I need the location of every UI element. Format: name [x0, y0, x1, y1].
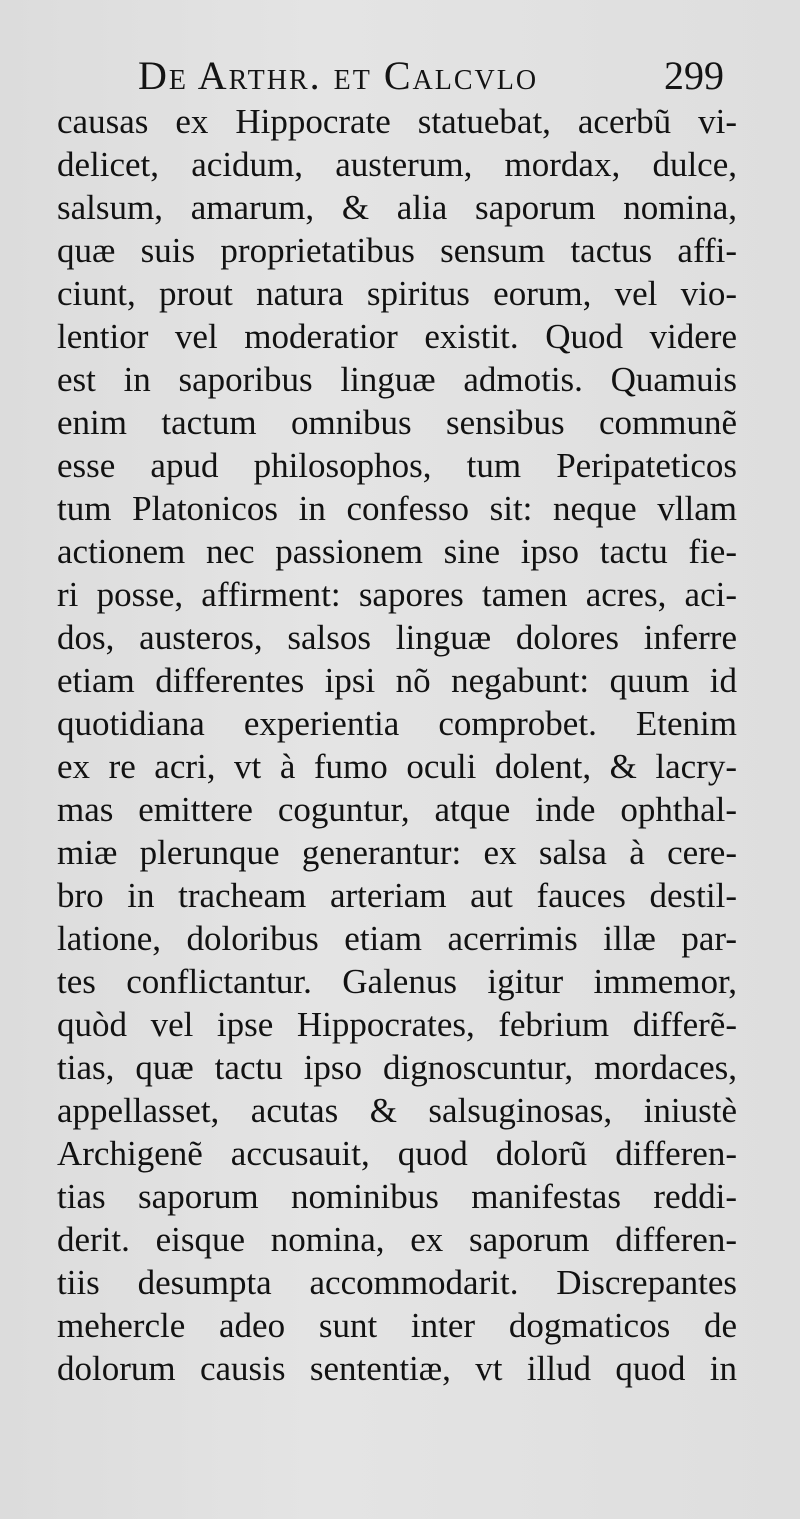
text-line: ri posse, affirment: sapores tamen acres, aci-	[57, 575, 737, 614]
text-line: causas ex Hippocrate statuebat, acerbũ vi-	[57, 102, 737, 141]
page-number: 299	[664, 53, 724, 98]
text-line: etiam differentes ipsi nõ negabunt: quum id	[57, 661, 737, 700]
text-line: esse apud philosophos, tum Peripateticos	[57, 446, 737, 485]
text-line: delicet, acidum, austerum, mordax, dulce,	[57, 145, 737, 184]
text-line: dolorum causis sententiæ, vt illud quod in	[57, 1349, 737, 1388]
text-line: miæ plerunque generantur: ex salsa à cere-	[57, 833, 737, 872]
text-line: mehercle adeo sunt inter dogmaticos de	[57, 1306, 737, 1345]
body-text	[57, 100, 737, 1390]
text-line: dos, austeros, salsos linguæ dolores inferre	[57, 618, 737, 657]
running-title: De Arthr. et Calcvlo	[138, 53, 539, 98]
text-line: Archigenẽ accusauit, quod dolorũ differen-	[57, 1134, 737, 1173]
text-line: appellasset, acutas & salsuginosas, iniustè	[57, 1091, 737, 1130]
text-line: bro in tracheam arteriam aut fauces destil-	[57, 876, 737, 915]
text-line: tum Platonicos in confesso sit: neque vllam	[57, 489, 737, 528]
text-line: actionem nec passionem sine ipso tactu fie-	[57, 532, 737, 571]
text-line: salsum, amarum, & alia saporum nomina,	[57, 188, 737, 227]
text-line: est in saporibus linguæ admotis. Quamuis	[57, 360, 737, 399]
text-line: derit. eisque nomina, ex saporum differen-	[57, 1220, 737, 1259]
text-line: quotidiana experientia comprobet. Etenim	[57, 704, 737, 743]
text-line: ex re acri, vt à fumo oculi dolent, & lacry-	[57, 747, 737, 786]
text-line: ciunt, prout natura spiritus eorum, vel vio-	[57, 274, 737, 313]
text-line: tiis desumpta accommodarit. Discrepantes	[57, 1263, 737, 1302]
text-line: mas emittere coguntur, atque inde ophthal-	[57, 790, 737, 829]
text-line: lentior vel moderatior existit. Quod videre	[57, 317, 737, 356]
text-line: latione, doloribus etiam acerrimis illæ par-	[57, 919, 737, 958]
text-line: tias, quæ tactu ipso dignoscuntur, mordaces,	[57, 1048, 737, 1087]
text-line: quæ suis proprietatibus sensum tactus affi-	[57, 231, 737, 270]
text-line: tias saporum nominibus manifestas reddi-	[57, 1177, 737, 1216]
running-head	[0, 48, 800, 104]
text-line: tes conflictantur. Galenus igitur immemor,	[57, 962, 737, 1001]
text-line: quòd vel ipse Hippocrates, febrium differẽ-	[57, 1005, 737, 1044]
text-line: enim tactum omnibus sensibus communẽ	[57, 403, 737, 442]
